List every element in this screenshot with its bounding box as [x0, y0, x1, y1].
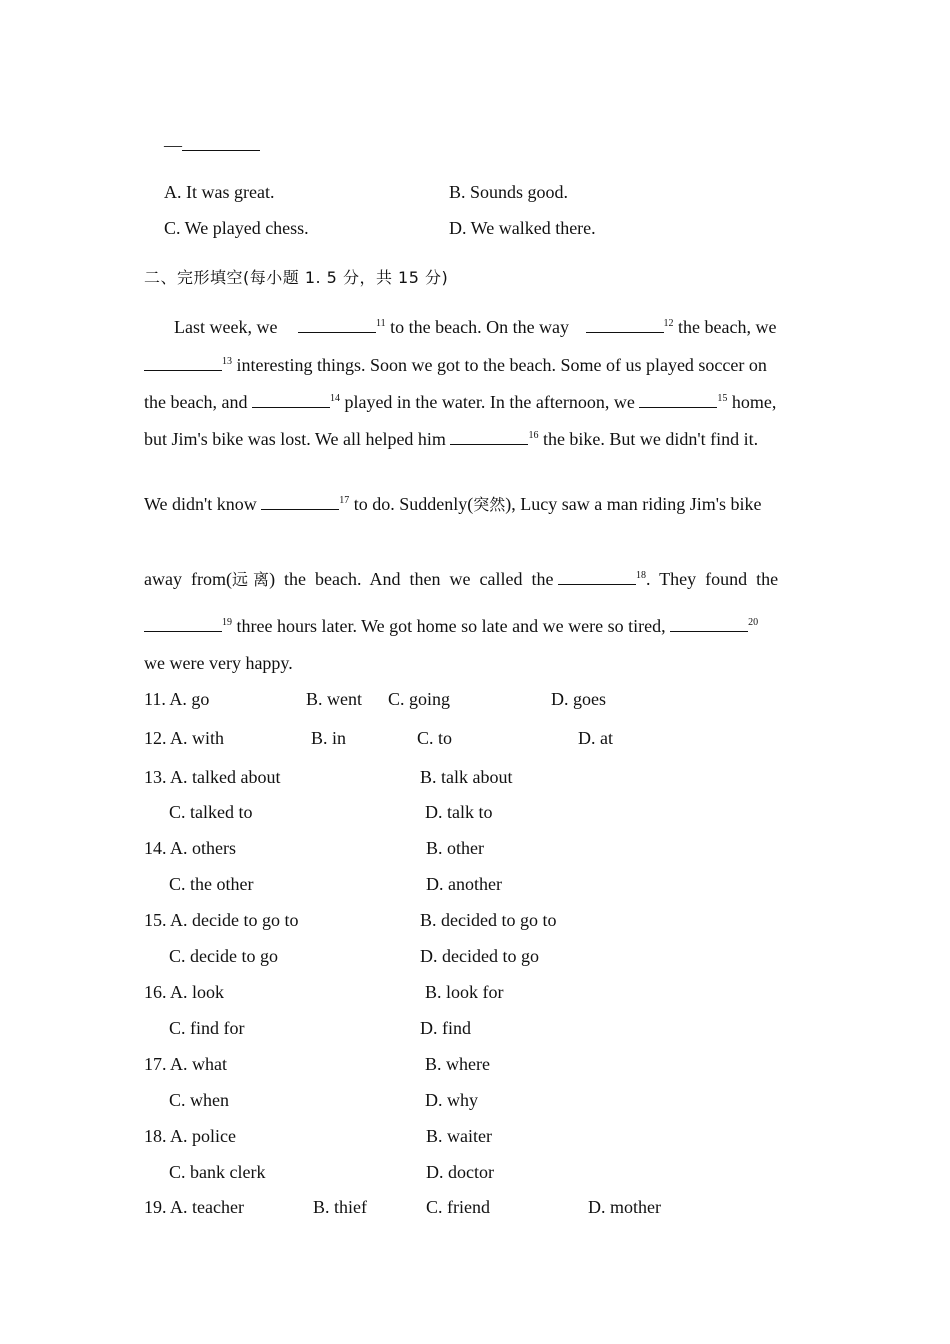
blank-19[interactable] — [144, 630, 222, 632]
q16-d: D. find — [420, 1018, 471, 1038]
passage-line-4 — [144, 430, 758, 448]
q16-b: B. look for — [425, 982, 504, 1002]
passage-text: home, — [731, 392, 777, 412]
blank-12[interactable] — [586, 331, 664, 333]
blank-16[interactable] — [450, 443, 528, 445]
passage-text: but Jim's bike was lost. We all helped him — [144, 429, 446, 449]
q17-a: 17. A. what — [144, 1054, 227, 1074]
q19-a: 19. A. teacher — [144, 1197, 244, 1217]
answer-line — [164, 136, 260, 154]
blank-14[interactable] — [252, 406, 330, 408]
answer-blank[interactable] — [182, 149, 260, 151]
option-a: A. It was great. — [164, 182, 275, 202]
blank-15[interactable] — [639, 406, 717, 408]
passage-line-2 — [144, 356, 767, 374]
q11-a: 11. A. go — [144, 689, 210, 709]
passage-line-6 — [144, 570, 778, 588]
q13-d: D. talk to — [425, 802, 493, 822]
q13-a: 13. A. talked about — [144, 767, 281, 787]
q18-d: D. doctor — [426, 1162, 494, 1182]
q17-b: B. where — [425, 1054, 490, 1074]
q14-b: B. other — [426, 838, 484, 858]
passage-line-3 — [144, 393, 776, 411]
option-b: B. Sounds good. — [449, 182, 569, 202]
q16-a: 16. A. look — [144, 982, 225, 1002]
blank-17[interactable] — [261, 508, 339, 510]
q13-c: C. talked to — [169, 802, 253, 822]
q11-d: D. goes — [551, 689, 606, 709]
q11-b: B. went — [306, 689, 362, 709]
dash: — — [164, 135, 182, 155]
blank-number: 20 — [748, 617, 759, 628]
section-heading: 二、完形填空(每小题 1. 5 分，共 15 分) — [144, 268, 449, 287]
passage-line-1 — [174, 318, 777, 336]
q13-b: B. talk about — [420, 767, 513, 787]
q12-d: D. at — [578, 728, 613, 748]
q14-d: D. another — [426, 874, 502, 894]
q19-b: B. thief — [313, 1197, 367, 1217]
gloss-text: 远 离 — [231, 570, 270, 589]
passage-line-8: we were very happy. — [144, 653, 293, 673]
passage-text: the beach, we — [678, 317, 777, 337]
blank-number: 18 — [635, 570, 646, 581]
passage-text: Last week, we — [174, 317, 278, 337]
option-c: C. We played chess. — [164, 218, 309, 238]
q15-a: 15. A. decide to go to — [144, 910, 299, 930]
blank-number: 16 — [528, 430, 539, 441]
q14-a: 14. A. others — [144, 838, 236, 858]
blank-number: 14 — [329, 393, 340, 404]
q11-c: C. going — [388, 689, 451, 709]
q17-c: C. when — [169, 1090, 229, 1110]
passage-line-5 — [144, 495, 762, 513]
blank-20[interactable] — [670, 630, 748, 632]
blank-13[interactable] — [144, 369, 222, 371]
option-d: D. We walked there. — [449, 218, 596, 238]
q18-c: C. bank clerk — [169, 1162, 266, 1182]
passage-text: the beach, and — [144, 392, 248, 412]
passage-text: We didn't know — [144, 494, 257, 514]
q16-c: C. find for — [169, 1018, 245, 1038]
q14-c: C. the other — [169, 874, 254, 894]
q19-c: C. friend — [426, 1197, 490, 1217]
passage-text: ), Lucy saw a man riding Jim's bike — [505, 494, 762, 514]
q17-d: D. why — [425, 1090, 478, 1110]
passage-text: . They found the — [645, 569, 779, 589]
q15-d: D. decided to go — [420, 946, 539, 966]
blank-number: 17 — [339, 495, 350, 506]
passage-text: ) the beach. And then we called the — [269, 569, 554, 589]
q19-d: D. mother — [588, 1197, 661, 1217]
q12-a: 12. A. with — [144, 728, 225, 748]
passage-text: away from( — [144, 569, 232, 589]
passage-text: interesting things. Soon we got to the beach. Some of us played soccer on — [236, 355, 767, 375]
q12-c: C. to — [417, 728, 453, 748]
passage-line-7 — [144, 617, 758, 635]
q18-a: 18. A. police — [144, 1126, 236, 1146]
blank-number: 15 — [717, 393, 728, 404]
blank-number: 11 — [375, 318, 386, 329]
blank-11[interactable] — [298, 331, 376, 333]
passage-text: played in the water. In the afternoon, we — [344, 392, 635, 412]
q18-b: B. waiter — [426, 1126, 492, 1146]
blank-18[interactable] — [558, 583, 636, 585]
passage-text: the bike. But we didn't find it. — [542, 429, 759, 449]
passage-text: to the beach. On the way — [390, 317, 570, 337]
q15-c: C. decide to go — [169, 946, 278, 966]
blank-number: 19 — [222, 617, 232, 628]
blank-number: 12 — [663, 318, 674, 329]
q15-b: B. decided to go to — [420, 910, 557, 930]
blank-number: 13 — [222, 356, 232, 367]
passage-text: to do. Suddenly( — [353, 494, 474, 514]
passage-text: three hours later. We got home so late and we were so tired, — [236, 616, 666, 636]
gloss-text: 突然 — [473, 495, 506, 514]
q12-b: B. in — [311, 728, 347, 748]
